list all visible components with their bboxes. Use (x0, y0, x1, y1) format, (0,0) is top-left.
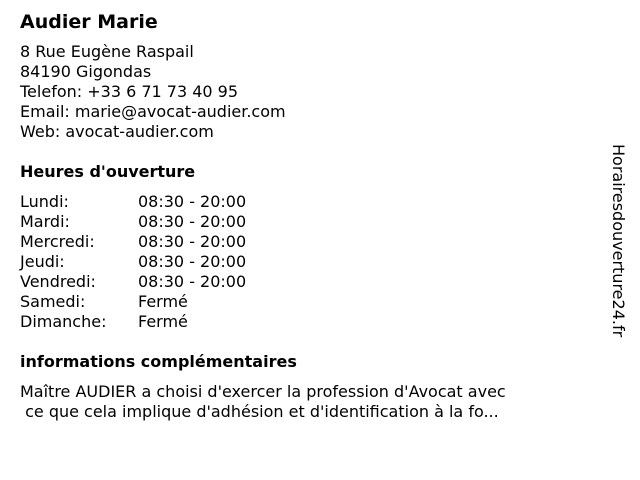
hours-row (20, 192, 600, 212)
opening-hours-title: Heures d'ouverture (20, 162, 196, 181)
site-watermark (596, 136, 640, 346)
time-value: 08:30 - 20:00 (138, 212, 247, 231)
day-label: Jeudi: (20, 252, 65, 271)
time-value: 08:30 - 20:00 (138, 252, 247, 271)
time-value: Fermé (138, 292, 188, 311)
day-label: Dimanche: (20, 312, 107, 331)
business-card (20, 10, 600, 422)
business-name: Audier Marie (20, 11, 158, 33)
city-postcode: 84190 Gigondas (20, 62, 152, 81)
info-line-2: ce que cela implique d'adhésion et d'identification à la fo... (20, 402, 499, 421)
day-label: Mercredi: (20, 232, 95, 251)
hours-row (20, 232, 600, 252)
time-value: 08:30 - 20:00 (138, 272, 247, 291)
day-label: Lundi: (20, 192, 69, 211)
time-value: Fermé (138, 312, 188, 331)
additional-info-title: informations complémentaires (20, 352, 297, 371)
opening-hours-table (20, 192, 600, 332)
time-value: 08:30 - 20:00 (138, 232, 247, 251)
hours-row (20, 212, 600, 232)
street-address: 8 Rue Eugène Raspail (20, 42, 194, 61)
hours-row (20, 312, 600, 332)
hours-row (20, 252, 600, 272)
hours-row (20, 272, 600, 292)
website: Web: avocat-audier.com (20, 122, 214, 141)
watermark-text: Horairesdouverture24.fr (609, 144, 628, 338)
day-label: Samedi: (20, 292, 86, 311)
additional-info-text (20, 382, 600, 422)
phone-number: Telefon: +33 6 71 73 40 95 (20, 82, 239, 101)
hours-row (20, 292, 600, 312)
info-line-1: Maître AUDIER a choisi d'exercer la profession d'Avocat avec (20, 382, 506, 401)
day-label: Mardi: (20, 212, 70, 231)
email-address: Email: marie@avocat-audier.com (20, 102, 286, 121)
time-value: 08:30 - 20:00 (138, 192, 247, 211)
day-label: Vendredi: (20, 272, 96, 291)
